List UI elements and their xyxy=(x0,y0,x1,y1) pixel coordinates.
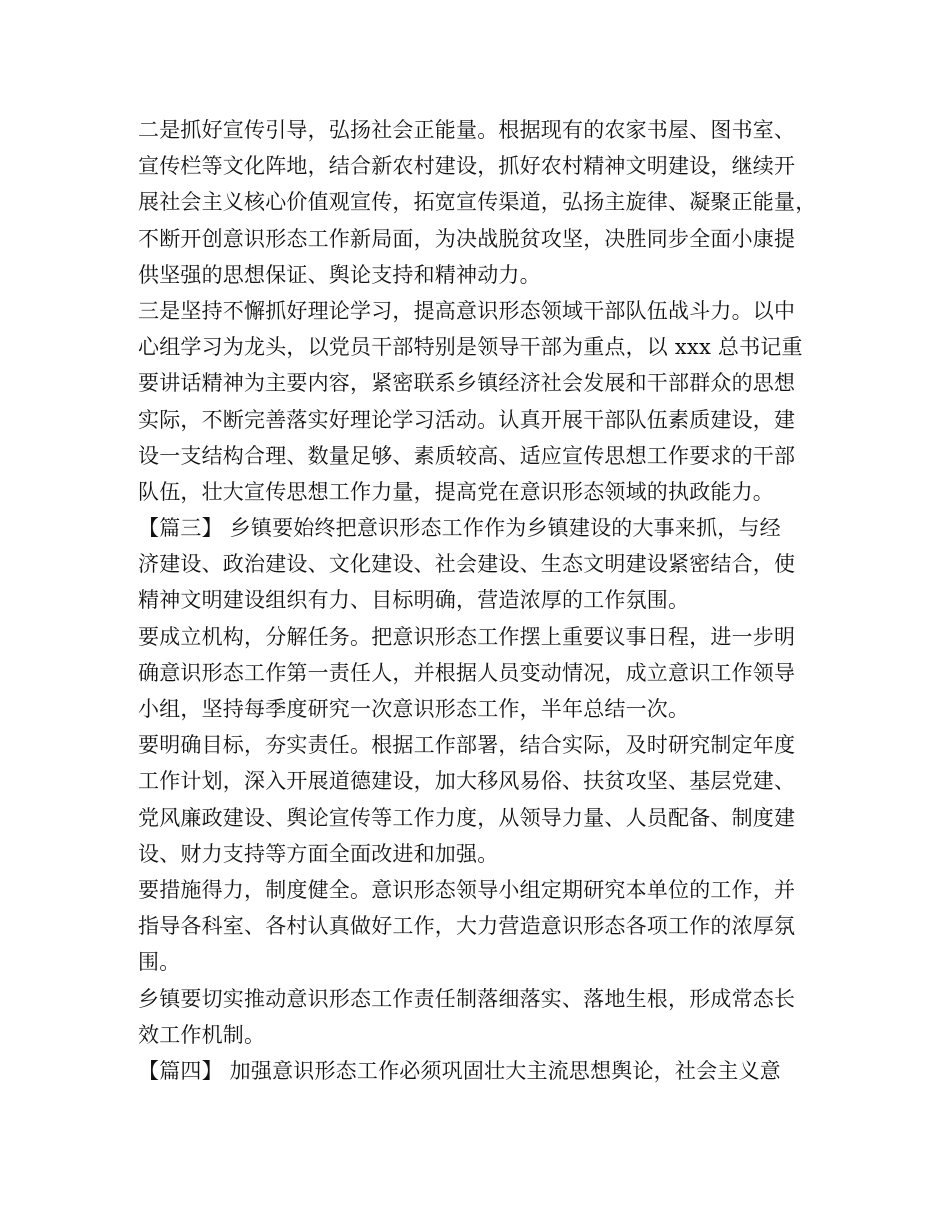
text-line: 要讲话精神为主要内容，紧密联系乡镇经济社会发展和干部群众的思想 xyxy=(138,371,796,396)
text-line: 设、财力支持等方面全面改进和加强。 xyxy=(138,841,499,866)
text-line: 效工作机制。 xyxy=(138,1022,266,1047)
text-line: 要措施得力，制度健全。意识形态领导小组定期研究本单位的工作，并 xyxy=(138,877,796,902)
document-body xyxy=(138,112,838,1089)
text-line: 济建设、政治建设、文化建设、社会建设、生态文明建设紧密结合，使 xyxy=(138,552,796,577)
text-line: 队伍，壮大宣传思想工作力量，提高党在意识形态领域的执政能力。 xyxy=(138,479,774,504)
section-heading-line: 【篇四】 加强意识形态工作必须巩固壮大主流思想舆论，社会主义意 xyxy=(138,1058,781,1083)
text-line: 不断开创意识形态工作新局面，为决战脱贫攻坚，决胜同步全面小康提 xyxy=(138,226,796,251)
text-line: 乡镇要切实推动意识形态工作责任制落细落实、落地生根，形成常态长 xyxy=(138,986,796,1011)
text-line: 三是坚持不懈抓好理论学习，提高意识形态领域干部队伍战斗力。以中 xyxy=(138,298,796,323)
text-line: 精神文明建设组织有力、目标明确，营造浓厚的工作氛围。 xyxy=(138,588,690,613)
text-line: 二是抓好宣传引导，弘扬社会正能量。根据现有的农家书屋、图书室、 xyxy=(138,118,796,142)
text-line: 要成立机构，分解任务。把意识形态工作摆上重要议事日程，进一步明 xyxy=(138,624,796,649)
text-line: 围。 xyxy=(138,950,181,975)
text-line: 要明确目标，夯实责任。根据工作部署，结合实际，及时研究制定年度 xyxy=(138,733,796,758)
text-line: 实际，不断完善落实好理论学习活动。认真开展干部队伍素质建设，建 xyxy=(138,407,796,432)
text-line: 设一支结构合理、数量足够、素质较高、适应宣传思想工作要求的干部 xyxy=(138,443,796,468)
text-line: 小组，坚持每季度研究一次意识形态工作，半年总结一次。 xyxy=(138,697,690,721)
text-line: 党风廉政建设、舆论宣传等工作力度，从领导力量、人员配备、制度建 xyxy=(138,805,796,830)
text-line: 指导各科室、各村认真做好工作，大力营造意识形态各项工作的浓厚氛 xyxy=(138,914,796,939)
text-line: 心组学习为龙头，以党员干部特别是领导干部为重点，以 xxx 总书记重 xyxy=(138,335,803,360)
text-line: 展社会主义核心价值观宣传，拓宽宣传渠道，弘扬主旋律、凝聚正能量， xyxy=(138,190,817,215)
text-line: 确意识形态工作第一责任人，并根据人员变动情况，成立意识工作领导 xyxy=(138,660,796,685)
text-line: 工作计划，深入开展道德建设，加大移风易俗、扶贫攻坚、基层党建、 xyxy=(138,769,796,794)
text-line: 供坚强的思想保证、舆论支持和精神动力。 xyxy=(138,262,541,287)
text-line: 宣传栏等文化阵地，结合新农村建设，抓好农村精神文明建设，继续开 xyxy=(138,154,796,179)
section-heading-line: 【篇三】 乡镇要始终把意识形态工作作为乡镇建设的大事来抓，与经 xyxy=(138,516,781,541)
